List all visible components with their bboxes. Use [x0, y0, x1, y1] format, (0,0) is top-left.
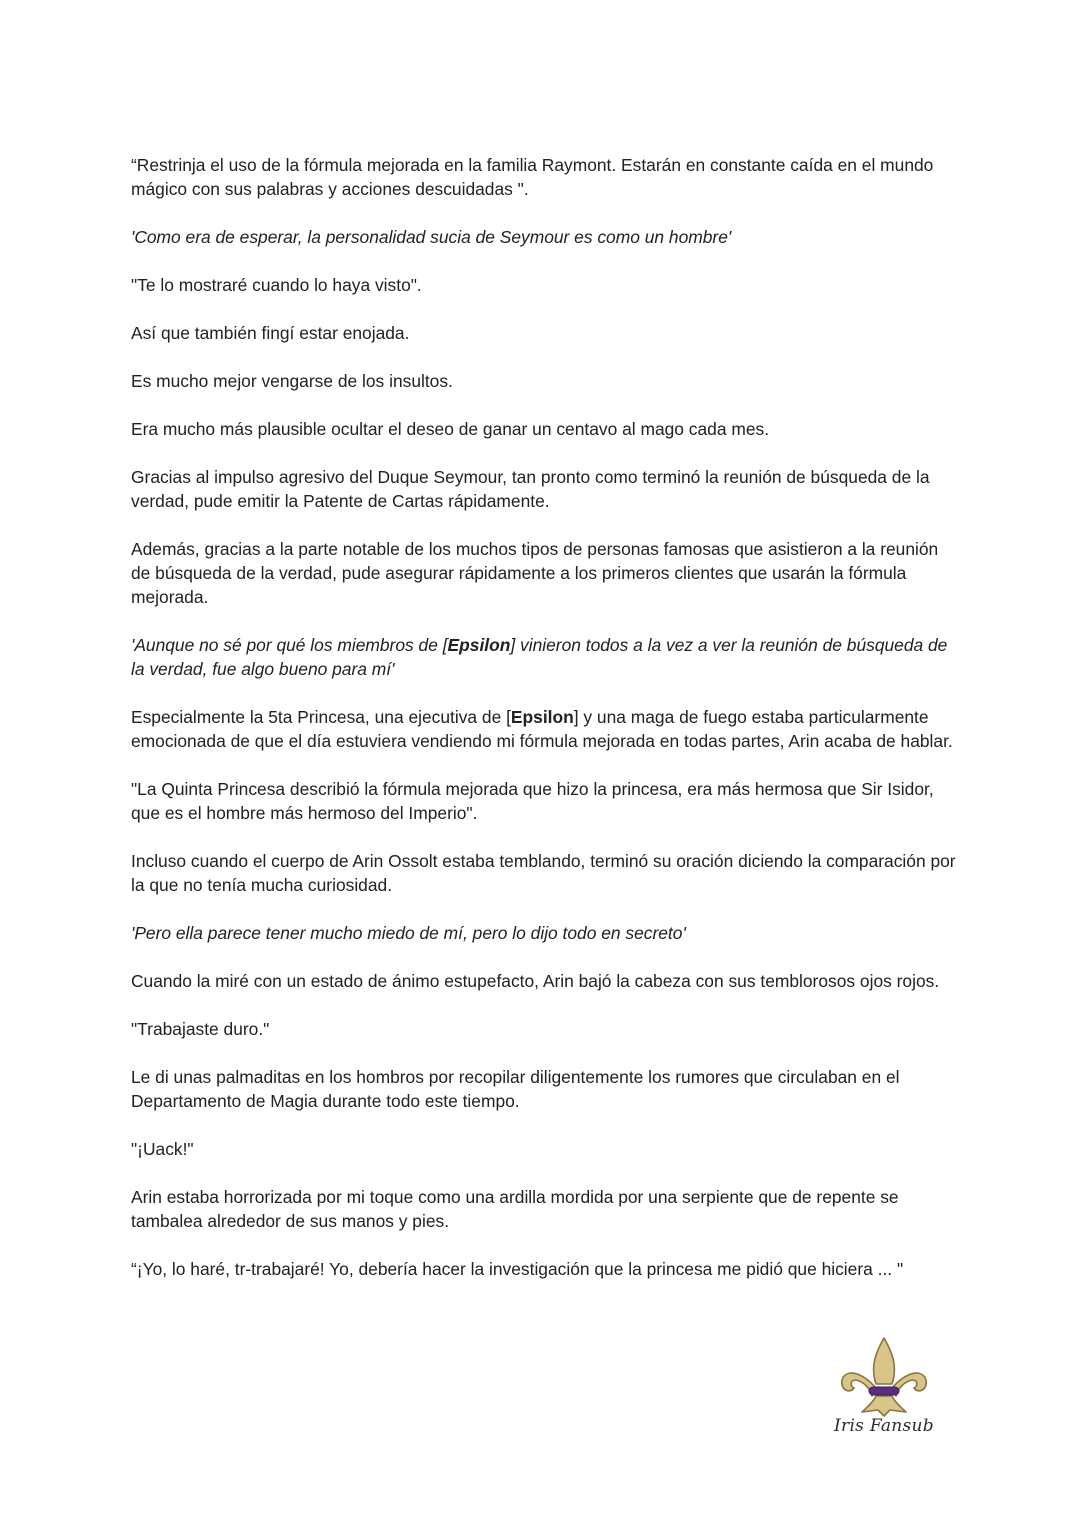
text-run: Así que también fingí estar enojada. [131, 323, 410, 343]
paragraph [131, 1185, 961, 1233]
text-run: "La Quinta Princesa describió la fórmula mejorada que hizo la princesa, era más hermosa que Sir Isidor, que es el hombre más hermoso del Imperio". [131, 779, 934, 823]
text-run: “¡Yo, lo haré, tr-trabajaré! Yo, debería hacer la investigación que la princesa me pidió que hiciera ... " [131, 1259, 904, 1279]
bold-term: Epsilon [447, 635, 511, 655]
paragraph [131, 969, 961, 993]
text-run: ] vinieron todos a la vez a ver la reunión de búsqueda de la verdad, fue algo bueno para mí' [131, 635, 948, 679]
paragraph [131, 1017, 961, 1041]
document-body [131, 153, 961, 1305]
watermark-logo [832, 1332, 936, 1444]
bold-term: Epsilon [510, 707, 574, 727]
paragraph [131, 153, 961, 201]
text-run: Además, gracias a la parte notable de los muchos tipos de personas famosas que asistieron a la reunión de búsqueda de la verdad, pude asegurar rápidamente a los primeros clientes que usarán la fórmula mejorada. [131, 539, 939, 607]
watermark-text: Iris Fansub [834, 1416, 934, 1436]
text-run: Incluso cuando el cuerpo de Arin Ossolt estaba temblando, terminó su oración diciendo la comparación por la que no tenía mucha curiosidad. [131, 851, 956, 895]
text-run: ] y una maga de fuego estaba particularmente emocionada de que el día estuviera vendiendo mi fórmula mejorada en todas partes, Arin acaba de hablar. [131, 707, 953, 751]
text-run: Especialmente la 5ta Princesa, una ejecutiva de [ [131, 707, 511, 727]
paragraph [131, 369, 961, 393]
paragraph [131, 273, 961, 297]
text-run: "Trabajaste duro." [131, 1019, 270, 1039]
text-run: Cuando la miré con un estado de ánimo estupefacto, Arin bajó la cabeza con sus temblorosos ojos rojos. [131, 971, 940, 991]
text-run: 'Aunque no sé por qué los miembros de [ [131, 635, 448, 655]
paragraph [131, 705, 961, 753]
paragraph [131, 465, 961, 513]
paragraph [131, 1257, 961, 1281]
paragraph [131, 417, 961, 441]
paragraph [131, 849, 961, 897]
paragraph [131, 537, 961, 609]
paragraph [131, 1137, 961, 1161]
text-run: Era mucho más plausible ocultar el deseo de ganar un centavo al mago cada mes. [131, 419, 770, 439]
text-run: Le di unas palmaditas en los hombros por recopilar diligentemente los rumores que circulaban en el Departamento de Magia durante todo este tiempo. [131, 1067, 900, 1111]
text-run: 'Como era de esperar, la personalidad sucia de Seymour es como un hombre' [131, 227, 732, 247]
paragraph [131, 921, 961, 945]
paragraph [131, 633, 961, 681]
paragraph [131, 321, 961, 345]
text-run: "¡Uack!" [131, 1139, 194, 1159]
paragraph [131, 1065, 961, 1113]
fleur-de-lis-icon [832, 1332, 936, 1418]
paragraph [131, 225, 961, 249]
text-run: 'Pero ella parece tener mucho miedo de mí, pero lo dijo todo en secreto' [131, 923, 686, 943]
text-run: “Restrinja el uso de la fórmula mejorada en la familia Raymont. Estarán en constante caída en el mundo mágico con sus palabras y acciones descuidadas ". [131, 155, 934, 199]
text-run: Arin estaba horrorizada por mi toque como una ardilla mordida por una serpiente que de repente se tambalea alrededor de sus manos y pies. [131, 1187, 899, 1231]
paragraph [131, 777, 961, 825]
text-run: Gracias al impulso agresivo del Duque Seymour, tan pronto como terminó la reunión de búsqueda de la verdad, pude emitir la Patente de Cartas rápidamente. [131, 467, 930, 511]
text-run: "Te lo mostraré cuando lo haya visto". [131, 275, 422, 295]
text-run: Es mucho mejor vengarse de los insultos. [131, 371, 453, 391]
